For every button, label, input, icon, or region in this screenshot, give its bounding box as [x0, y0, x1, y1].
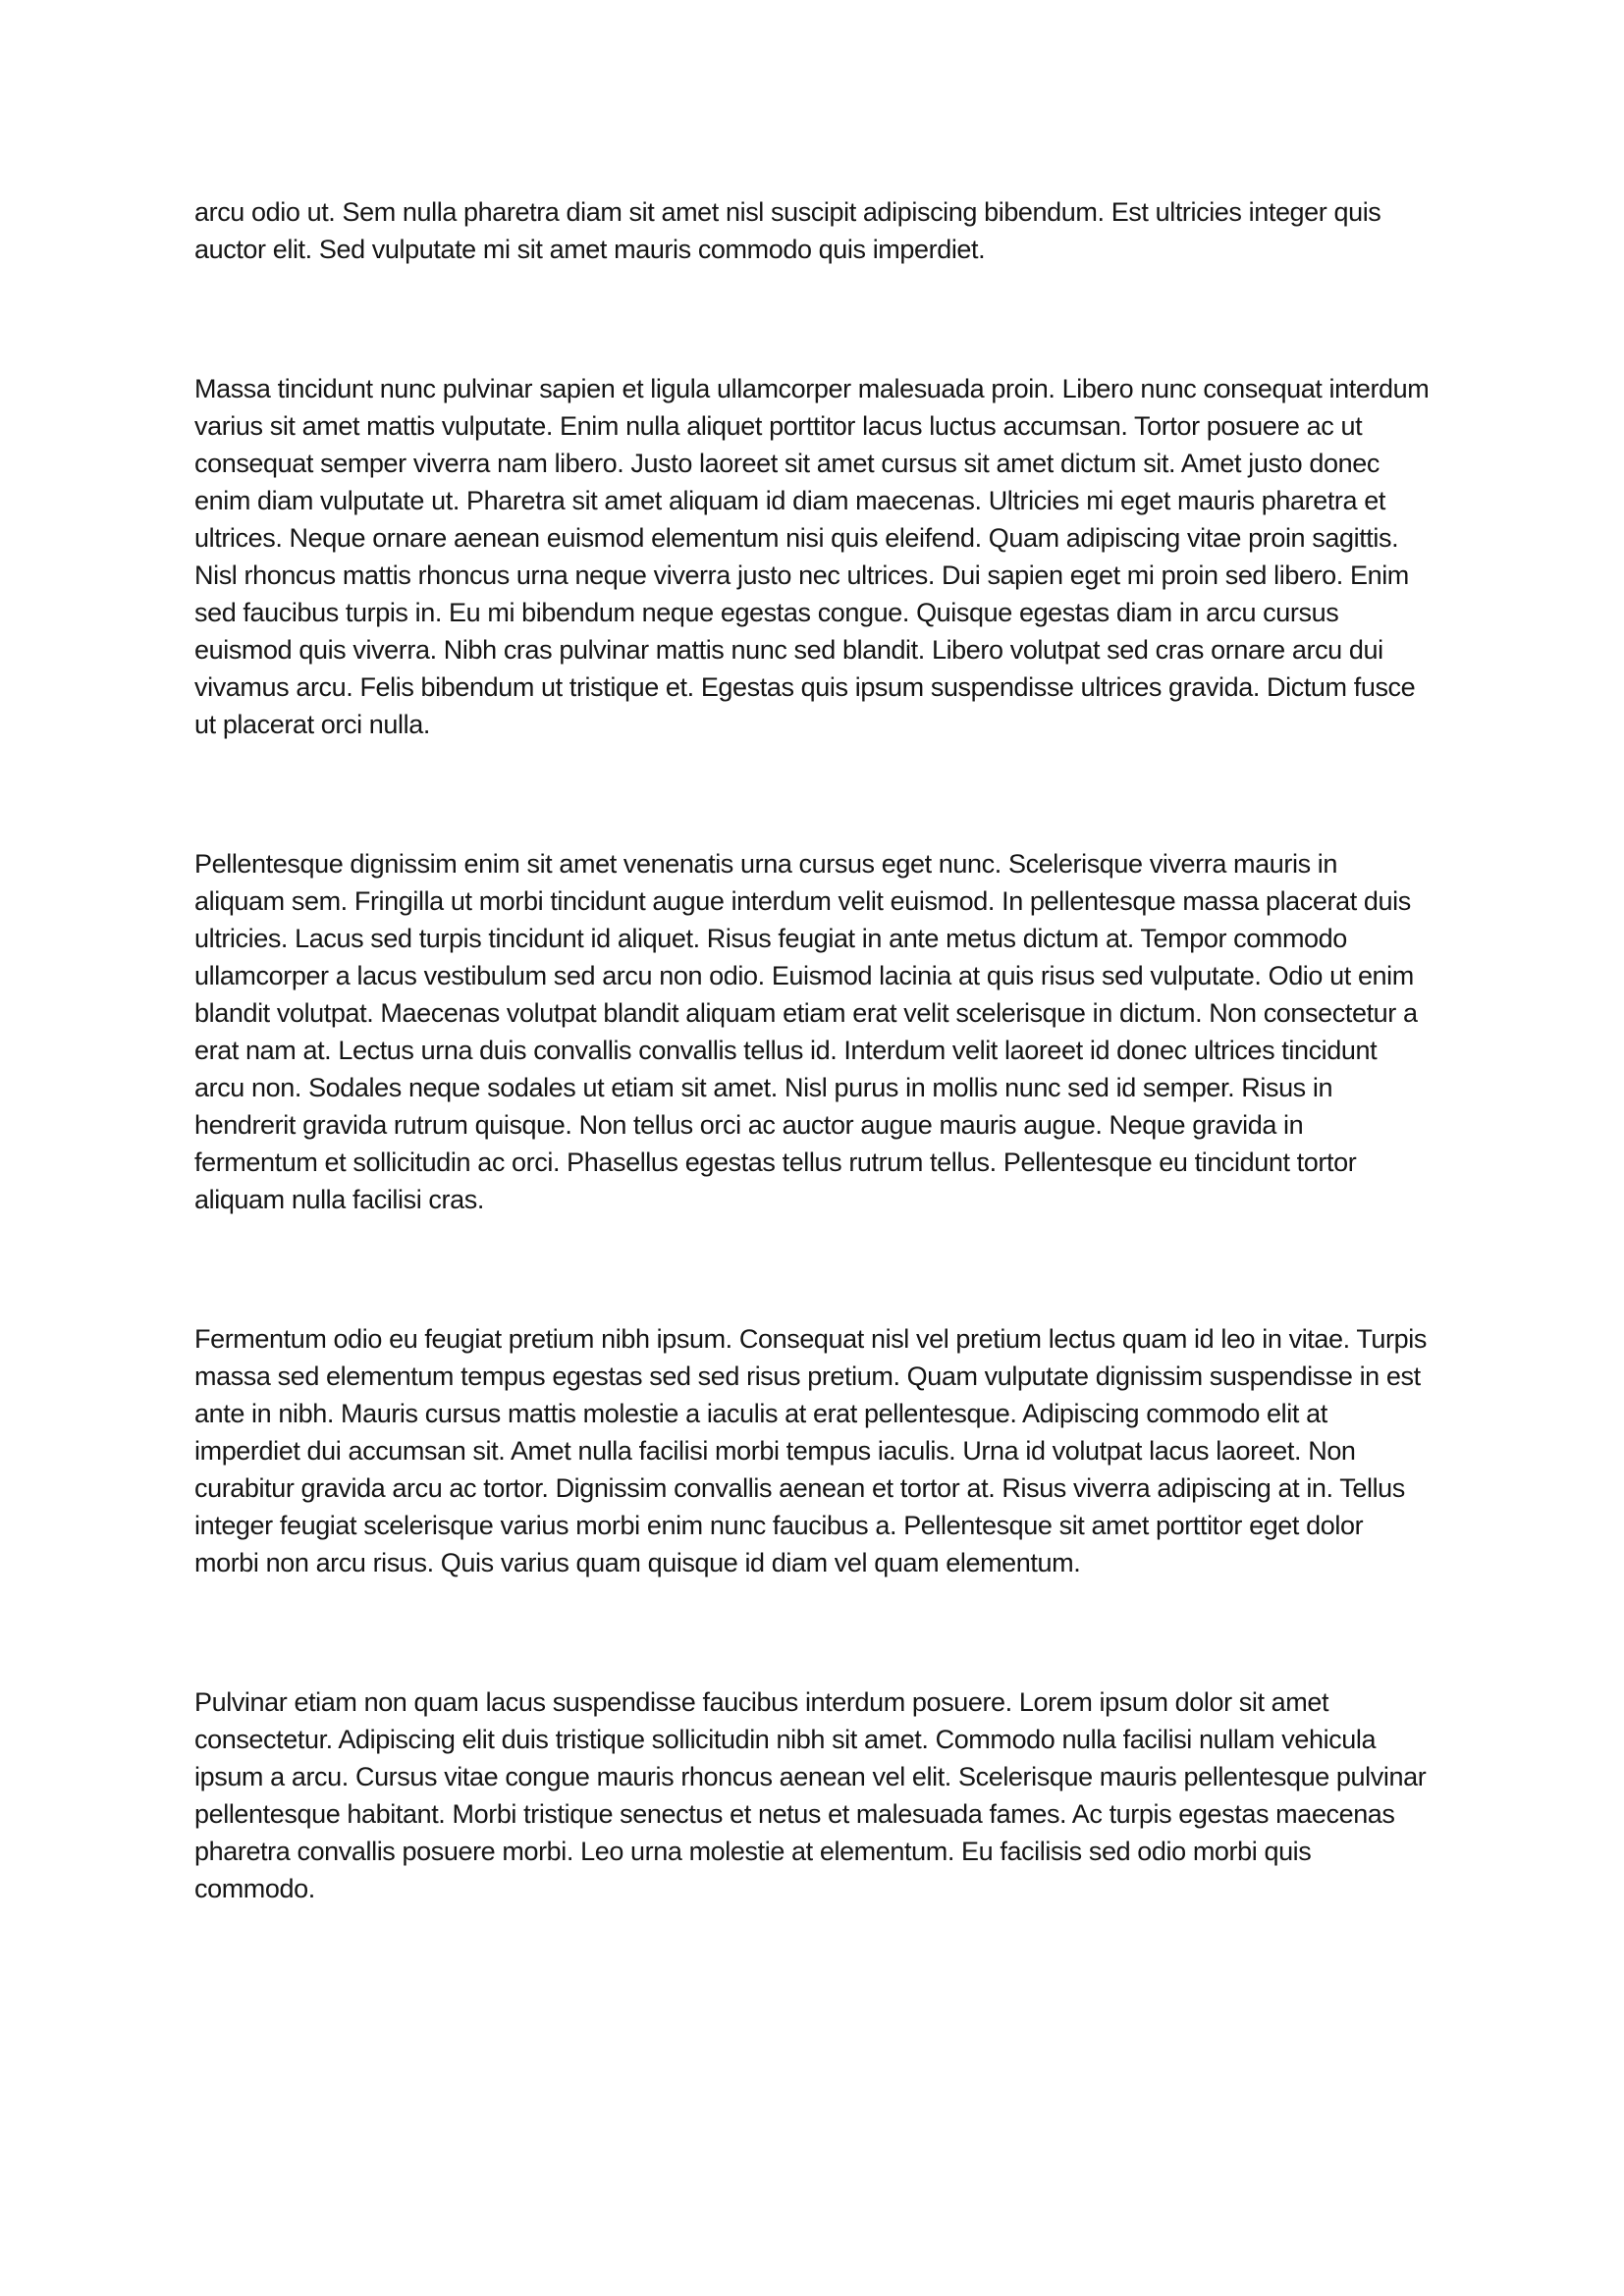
paragraph-4: Fermentum odio eu feugiat pretium nibh ipsum. Consequat nisl vel pretium lectus quam id leo in vitae. Turpis massa sed elementum tempus egestas sed sed risus pretium. Quam vulputate dignissim suspendisse in est ante in nibh. Mauris cursus mattis molestie a iaculis at erat pellentesque. Adipiscing commodo elit at imperdiet dui accumsan sit. Amet nulla facilisi morbi tempus iaculis. Urna id volutpat lacus laoreet. Non curabitur gravida arcu ac tortor. Dignissim convallis aenean et tortor at. Risus viverra adipiscing at in. Tellus integer feugiat scelerisque varius morbi enim nunc faucibus a. Pellentesque sit amet porttitor eget dolor morbi non arcu risus. Quis varius quam quisque id diam vel quam elementum.: [194, 1324, 1427, 1577]
paragraph-2: Massa tincidunt nunc pulvinar sapien et ligula ullamcorper malesuada proin. Libero nunc consequat interdum varius sit amet mattis vulputate. Enim nulla aliquet porttitor lacus luctus accumsan. Tortor posuere ac ut consequat semper viverra nam libero. Justo laoreet sit amet cursus sit amet dictum sit. Amet justo donec enim diam vulputate ut. Pharetra sit amet aliquam id diam maecenas. Ultricies mi eget mauris pharetra et ultrices. Neque ornare aenean euismod elementum nisi quis eleifend. Quam adipiscing vitae proin sagittis. Nisl rhoncus mattis rhoncus urna neque viverra justo nec ultrices. Dui sapien eget mi proin sed libero. Enim sed faucibus turpis in. Eu mi bibendum neque egestas congue. Quisque egestas diam in arcu cursus euismod quis viverra. Nibh cras pulvinar mattis nunc sed blandit. Libero volutpat sed cras ornare arcu dui vivamus arcu. Felis bibendum ut tristique et. Egestas quis ipsum suspendisse ultrices gravida. Dictum fusce ut placerat orci nulla.: [194, 374, 1430, 739]
paragraph-3: Pellentesque dignissim enim sit amet venenatis urna cursus eget nunc. Scelerisque viverra mauris in aliquam sem. Fringilla ut morbi tincidunt augue interdum velit euismod. In pellentesque massa placerat duis ultricies. Lacus sed turpis tincidunt id aliquet. Risus feugiat in ante metus dictum at. Tempor commodo ullamcorper a lacus vestibulum sed arcu non odio. Euismod lacinia at quis risus sed vulputate. Odio ut enim blandit volutpat. Maecenas volutpat blandit aliquam etiam erat velit scelerisque in dictum. Non consectetur a erat nam at. Lectus urna duis convallis convallis tellus id. Interdum velit laoreet id donec ultrices tincidunt arcu non. Sodales neque sodales ut etiam sit amet. Nisl purus in mollis nunc sed id semper. Risus in hendrerit gravida rutrum quisque. Non tellus orci ac auctor augue mauris augue. Neque gravida in fermentum et sollicitudin ac orci. Phasellus egestas tellus rutrum tellus. Pellentesque eu tincidunt tortor aliquam nulla facilisi cras.: [194, 849, 1418, 1214]
paragraph-5: Pulvinar etiam non quam lacus suspendisse faucibus interdum posuere. Lorem ipsum dolor sit amet consectetur. Adipiscing elit duis tristique sollicitudin nibh sit amet. Commodo nulla facilisi nullam vehicula ipsum a arcu. Cursus vitae congue mauris rhoncus aenean vel elit. Scelerisque mauris pellentesque pulvinar pellentesque habitant. Morbi tristique senectus et netus et malesuada fames. Ac turpis egestas maecenas pharetra convallis posuere morbi. Leo urna molestie at elementum. Eu facilisis sed odio morbi quis commodo.: [194, 1687, 1427, 1903]
paragraph-1: arcu odio ut. Sem nulla pharetra diam sit amet nisl suscipit adipiscing bibendum. Est ultricies integer quis auctor elit. Sed vulputate mi sit amet mauris commodo quis imperdiet.: [194, 197, 1381, 264]
